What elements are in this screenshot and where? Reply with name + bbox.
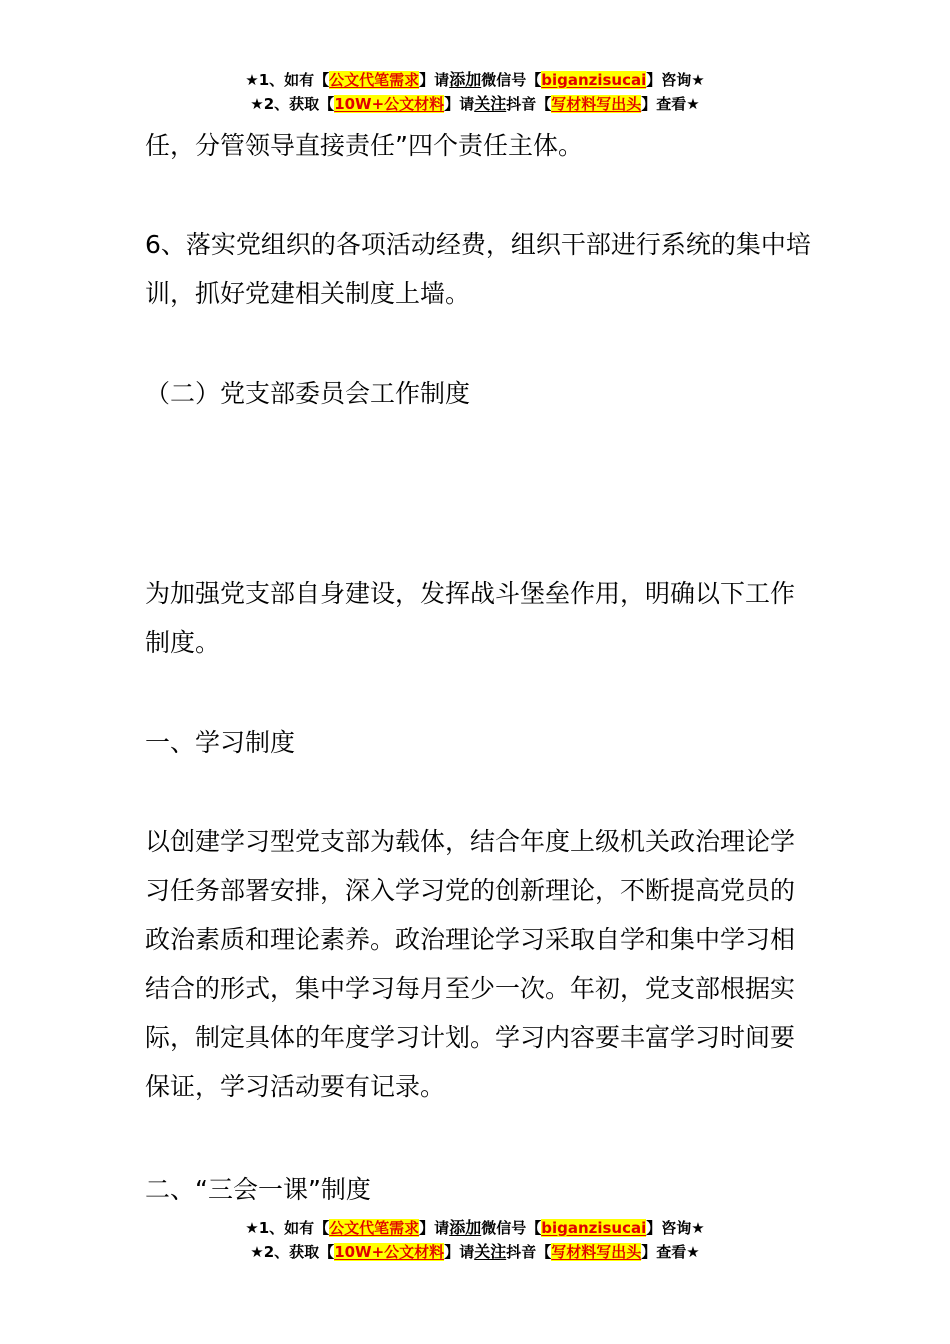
banner-highlight: 写材料写出头 [551, 1243, 642, 1261]
banner-text: 微信号【 [481, 71, 542, 89]
banner-highlight: 10W+公文材料 [334, 95, 445, 113]
banner-line-1 [0, 68, 950, 92]
banner-text: 】咨询★ [646, 71, 705, 89]
banner-underline: 添加 [449, 70, 482, 89]
paragraph: 为加强党支部自身建设，发挥战斗堡垒作用，明确以下工作制度。 [145, 579, 796, 657]
banner-text: 抖音【 [506, 95, 552, 113]
banner-text: 】请 [419, 1219, 450, 1237]
banner-highlight: biganzisucai [541, 1219, 647, 1237]
banner-text: ★1、如有【 [245, 71, 330, 89]
banner-text: ★2、获取【 [250, 1243, 335, 1261]
banner-line-2 [0, 92, 950, 116]
header-banner [0, 68, 950, 116]
banner-underline: 添加 [449, 1218, 482, 1237]
banner-line-1 [0, 1216, 950, 1240]
banner-text: 】请 [444, 95, 475, 113]
banner-highlight: 写材料写出头 [551, 95, 642, 113]
banner-underline: 关注 [474, 94, 507, 113]
section-heading: 一、学习制度 [145, 728, 296, 757]
banner-text: 微信号【 [481, 1219, 542, 1237]
banner-line-2 [0, 1240, 950, 1264]
footer-banner [0, 1216, 950, 1264]
banner-text: ★2、获取【 [250, 95, 335, 113]
banner-text: 】请 [419, 71, 450, 89]
banner-text: 】查看★ [641, 1243, 700, 1261]
banner-text: ★1、如有【 [245, 1219, 330, 1237]
banner-text: 】请 [444, 1243, 475, 1261]
banner-highlight: 公文代笔需求 [329, 71, 420, 89]
banner-highlight: 公文代笔需求 [329, 1219, 420, 1237]
banner-text: 】咨询★ [646, 1219, 705, 1237]
paragraph: 任，分管领导直接责任”四个责任主体。 [145, 131, 583, 160]
paragraph: 6、落实党组织的各项活动经费，组织干部进行系统的集中培训，抓好党建相关制度上墙。 [145, 230, 811, 308]
banner-text: 抖音【 [506, 1243, 552, 1261]
banner-text: 】查看★ [641, 95, 700, 113]
banner-underline: 关注 [474, 1242, 507, 1261]
section-heading: （二）党支部委员会工作制度 [145, 379, 471, 408]
banner-highlight: 10W+公文材料 [334, 1243, 445, 1261]
section-heading: 二、“三会一课”制度 [145, 1175, 371, 1204]
banner-highlight: biganzisucai [541, 71, 647, 89]
paragraph: 以创建学习型党支部为载体，结合年度上级机关政治理论学习任务部署安排，深入学习党的创新理论，不断提高党员的政治素质和理论素养。政治理论学习采取自学和集中学习相结合的形式，集中学习每月至少一次。年初，党支部根据实际，制定具体的年度学习计划。学习内容要丰富学习时间要保证，学习活动要有记录。 [145, 827, 796, 1101]
